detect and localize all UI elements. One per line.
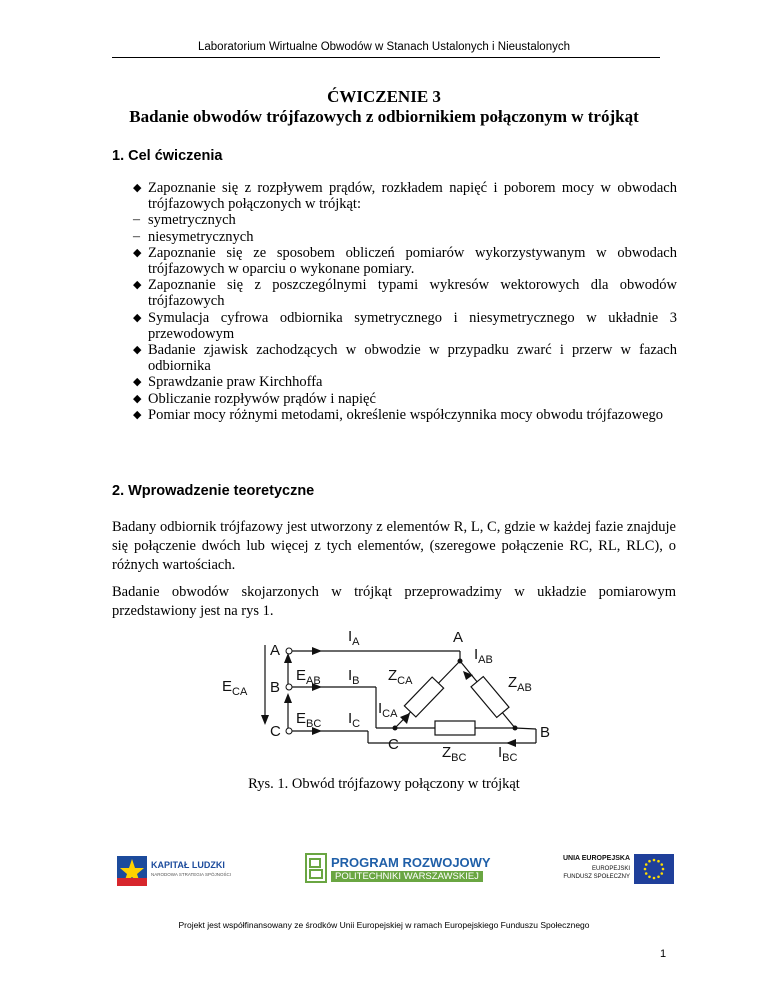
terminal-b-label: B <box>270 679 281 696</box>
list-item: ◆ Pomiar mocy różnymi metodami, określenie współczynnika mocy obwodu trójfazowego <box>133 406 664 423</box>
node-c-label: C <box>388 736 399 753</box>
list-subitem: – symetrycznych <box>133 212 236 229</box>
eu-star-icon <box>662 868 665 871</box>
current-ia-label: $I_A$ <box>348 628 360 648</box>
diamond-bullet-icon: ◆ <box>133 279 142 292</box>
eu-star-icon <box>645 872 648 875</box>
voltage-eca-label: $E_{CA}$ <box>222 678 248 698</box>
diamond-bullet-icon: ◆ <box>133 376 142 389</box>
eu-star-icon <box>660 872 663 875</box>
diamond-bullet-icon: ◆ <box>133 182 142 194</box>
current-ica-label: $I_{CA}$ <box>378 700 398 720</box>
section-heading-goal: 1. Cel ćwiczenia <box>112 148 223 164</box>
impedance-zab-label: $Z_{AB}$ <box>508 674 532 694</box>
eu-star-icon <box>660 863 663 866</box>
header-rule <box>112 57 660 58</box>
dash-bullet-icon: – <box>133 212 140 228</box>
section-heading-theory: 2. Wprowadzenie teoretyczne <box>112 483 315 499</box>
eu-star-icon <box>657 875 660 878</box>
eu-star-icon <box>648 875 651 878</box>
kapital-ludzki-logo: KAPITAŁ LUDZKI NARODOWA STRATEGIA SPÓJNOŚCI <box>117 852 237 892</box>
exercise-subtitle: Badanie obwodów trójfazowych z odbiornikiem połączonym w trójkąt <box>129 107 639 126</box>
funding-footer: Projekt jest współfinansowany ze środków Unii Europejskiej w ramach Europejskiego Funduszu Społecznego <box>178 920 590 930</box>
figure-caption: Rys. 1. Obwód trójfazowy połączony w trójkąt <box>248 776 520 792</box>
goal-list <box>133 180 677 423</box>
list-item: ◆ Zapoznanie się ze sposobem obliczeń pomiarów wykorzystywanym w obwodach trójfazowych w oparciu o wykonane pomiary. <box>133 244 677 278</box>
dash-bullet-icon: – <box>133 228 140 244</box>
list-item: ◆ Symulacja cyfrowa odbiornika symetrycznego i niesymetrycznego w układnie 3 przewodowym <box>133 309 677 342</box>
eu-star-icon <box>648 860 651 863</box>
terminal-c-label: C <box>270 723 281 740</box>
current-ibc-label: $I_{BC}$ <box>498 744 518 764</box>
diamond-bullet-icon: ◆ <box>133 311 142 324</box>
program-rozwojowy-logo: PROGRAM ROZWOJOWY POLITECHNIKI WARSZAWSKIEJ <box>305 853 520 887</box>
theory-paragraph-2: Badanie obwodów skojarzonych w trójkąt przeprowadzimy w układzie pomiarowym przedstawiony jest na rys 1. <box>112 584 676 619</box>
diamond-bullet-icon: ◆ <box>133 344 142 357</box>
kapital-ludzki-icon <box>117 856 147 886</box>
list-item: ◆ Zapoznanie się z rozpływem prądów, rozkładem napięć i poborem mocy w obwodach trójfazowych połączonych w trójkąt: <box>133 180 677 213</box>
current-ic-label: $I_C$ <box>348 710 361 730</box>
node-b-label: B <box>540 724 551 741</box>
program-rozwojowy-icon <box>305 853 327 883</box>
exercise-title: ĆWICZENIE 3 <box>327 87 441 106</box>
delta-circuit-diagram <box>210 625 560 765</box>
eu-star-icon <box>653 859 656 862</box>
diamond-bullet-icon: ◆ <box>133 246 142 259</box>
list-item: ◆ Zapoznanie się z poszczególnymi typami wykresów wektorowych dla obwodów trójfazowych <box>133 277 677 310</box>
list-item: ◆ Sprawdzanie praw Kirchhoffa <box>133 374 323 391</box>
diamond-bullet-icon: ◆ <box>133 392 142 405</box>
running-header: Laboratorium Wirtualne Obwodów w Stanach Ustalonych i Nieustalonych <box>197 41 570 53</box>
eu-star-icon <box>653 877 656 880</box>
voltage-eab-label: $E_{AB}$ <box>296 667 321 687</box>
voltage-ebc-label: $E_{BC}$ <box>296 710 322 730</box>
current-iab-label: $I_{AB}$ <box>474 646 493 666</box>
impedance-zbc-label: $Z_{BC}$ <box>442 744 467 764</box>
eu-star-icon <box>657 860 660 863</box>
eu-flag-icon <box>634 854 674 884</box>
list-item: ◆ Obliczanie rozpływów prądów i napięć <box>133 390 376 407</box>
impedance-zca-label: $Z_{CA}$ <box>388 667 413 687</box>
page-number: 1 <box>660 948 667 960</box>
list-item: ◆ Badanie zjawisk zachodzących w obwodzie w przypadku zwarć i przerw w fazach odbiornika <box>133 342 677 375</box>
eu-star-icon <box>644 868 647 871</box>
node-a-label: A <box>453 629 464 646</box>
terminal-a-label: A <box>270 642 281 659</box>
current-ib-label: $I_B$ <box>348 667 360 687</box>
list-subitem: – niesymetrycznych <box>133 228 254 245</box>
ue-efs-logo: UNIA EUROPEJSKA EUROPEJSKI FUNDUSZ SPOŁECZNY <box>540 852 675 890</box>
eu-star-icon <box>645 863 648 866</box>
theory-paragraph-1: Badany odbiornik trójfazowy jest utworzony z elementów R, L, C, gdzie w każdej fazie znajduje się połączenie dwóch lub więcej z tych elementów, (szeregowe połączenie RC, RL, RLC), o różnych wartościach. <box>112 519 676 573</box>
diamond-bullet-icon: ◆ <box>133 408 142 421</box>
